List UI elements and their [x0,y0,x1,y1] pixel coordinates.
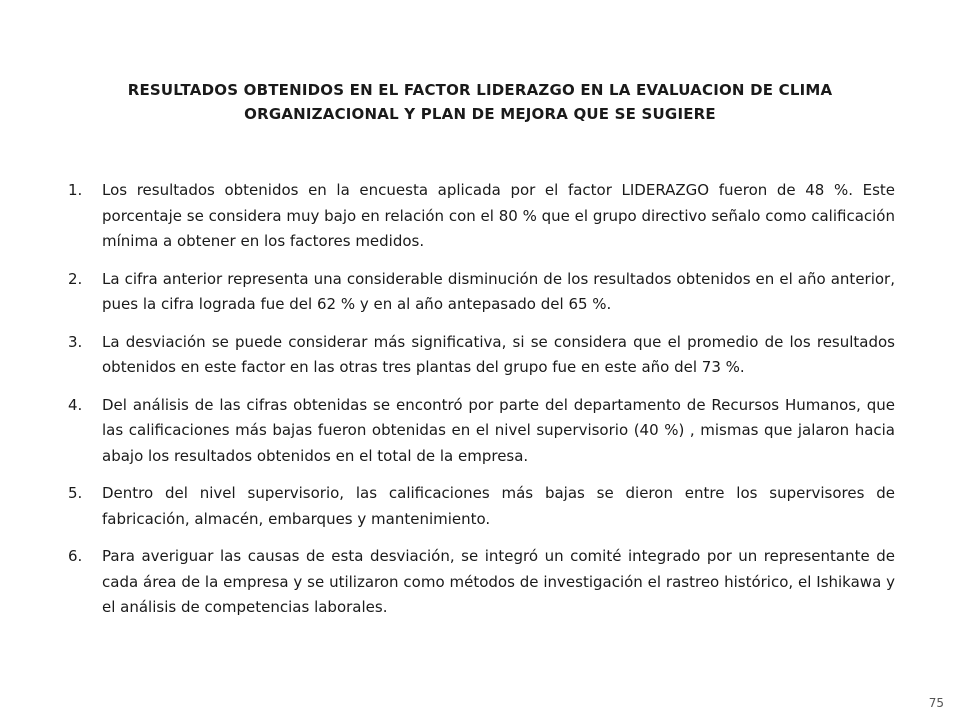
item-text: Del análisis de las cifras obtenidas se encontró por parte del departamento de Recursos Humanos, que las calificaciones más bajas fueron obtenidas en el nivel supervisorio (40 %) , mismas que jalaron hacia abajo los resultados obtenidos en el total de la empresa. [102,395,895,465]
item-text: Para averiguar las causas de esta desviación, se integró un comité integrado por un representante de cada área de la empresa y se utilizaron como métodos de investigación el rastreo histórico, el Ishikawa y el análisis de competencias laborales. [102,547,895,616]
list-item [68,544,895,621]
page-number: 75 [928,696,944,710]
item-number: 1. [68,181,83,199]
item-number: 3. [68,332,83,351]
title-line-2: ORGANIZACIONAL Y PLAN DE MEJORA QUE SE SUGIERE [244,105,716,123]
item-text: Dentro del nivel supervisorio, las calificaciones más bajas se dieron entre los supervisores de fabricación, almacén, embarques y mantenimiento. [102,484,895,528]
list-item [68,481,895,532]
item-number: 2. [68,269,83,288]
item-text: La cifra anterior representa una considerable disminución de los resultados obtenidos en el año anterior, pues la cifra lograda fue del 62 % y en al año antepasado del 65 %. [102,269,895,313]
item-number: 5. [68,484,83,502]
list-item [68,267,895,318]
results-list [68,178,895,633]
list-item [68,330,895,381]
item-text: La desviación se puede considerar más significativa, si se considera que el promedio de los resultados obtenidos en este factor en las otras tres plantas del grupo fue en este año del 73 %. [102,332,895,376]
page-title [60,78,900,126]
list-item [68,393,895,470]
item-number: 6. [68,547,83,565]
list-item [68,178,895,255]
title-line-1: RESULTADOS OBTENIDOS EN EL FACTOR LIDERAZGO EN LA EVALUACION DE CLIMA [127,81,833,99]
item-text: Los resultados obtenidos en la encuesta aplicada por el factor LIDERAZGO fueron de 48 %. Este porcentaje se considera muy bajo en relación con el 80 % que el grupo directivo señalo como calificación mínima a obtener en los factores medidos. [102,181,895,250]
item-number: 4. [68,395,83,414]
